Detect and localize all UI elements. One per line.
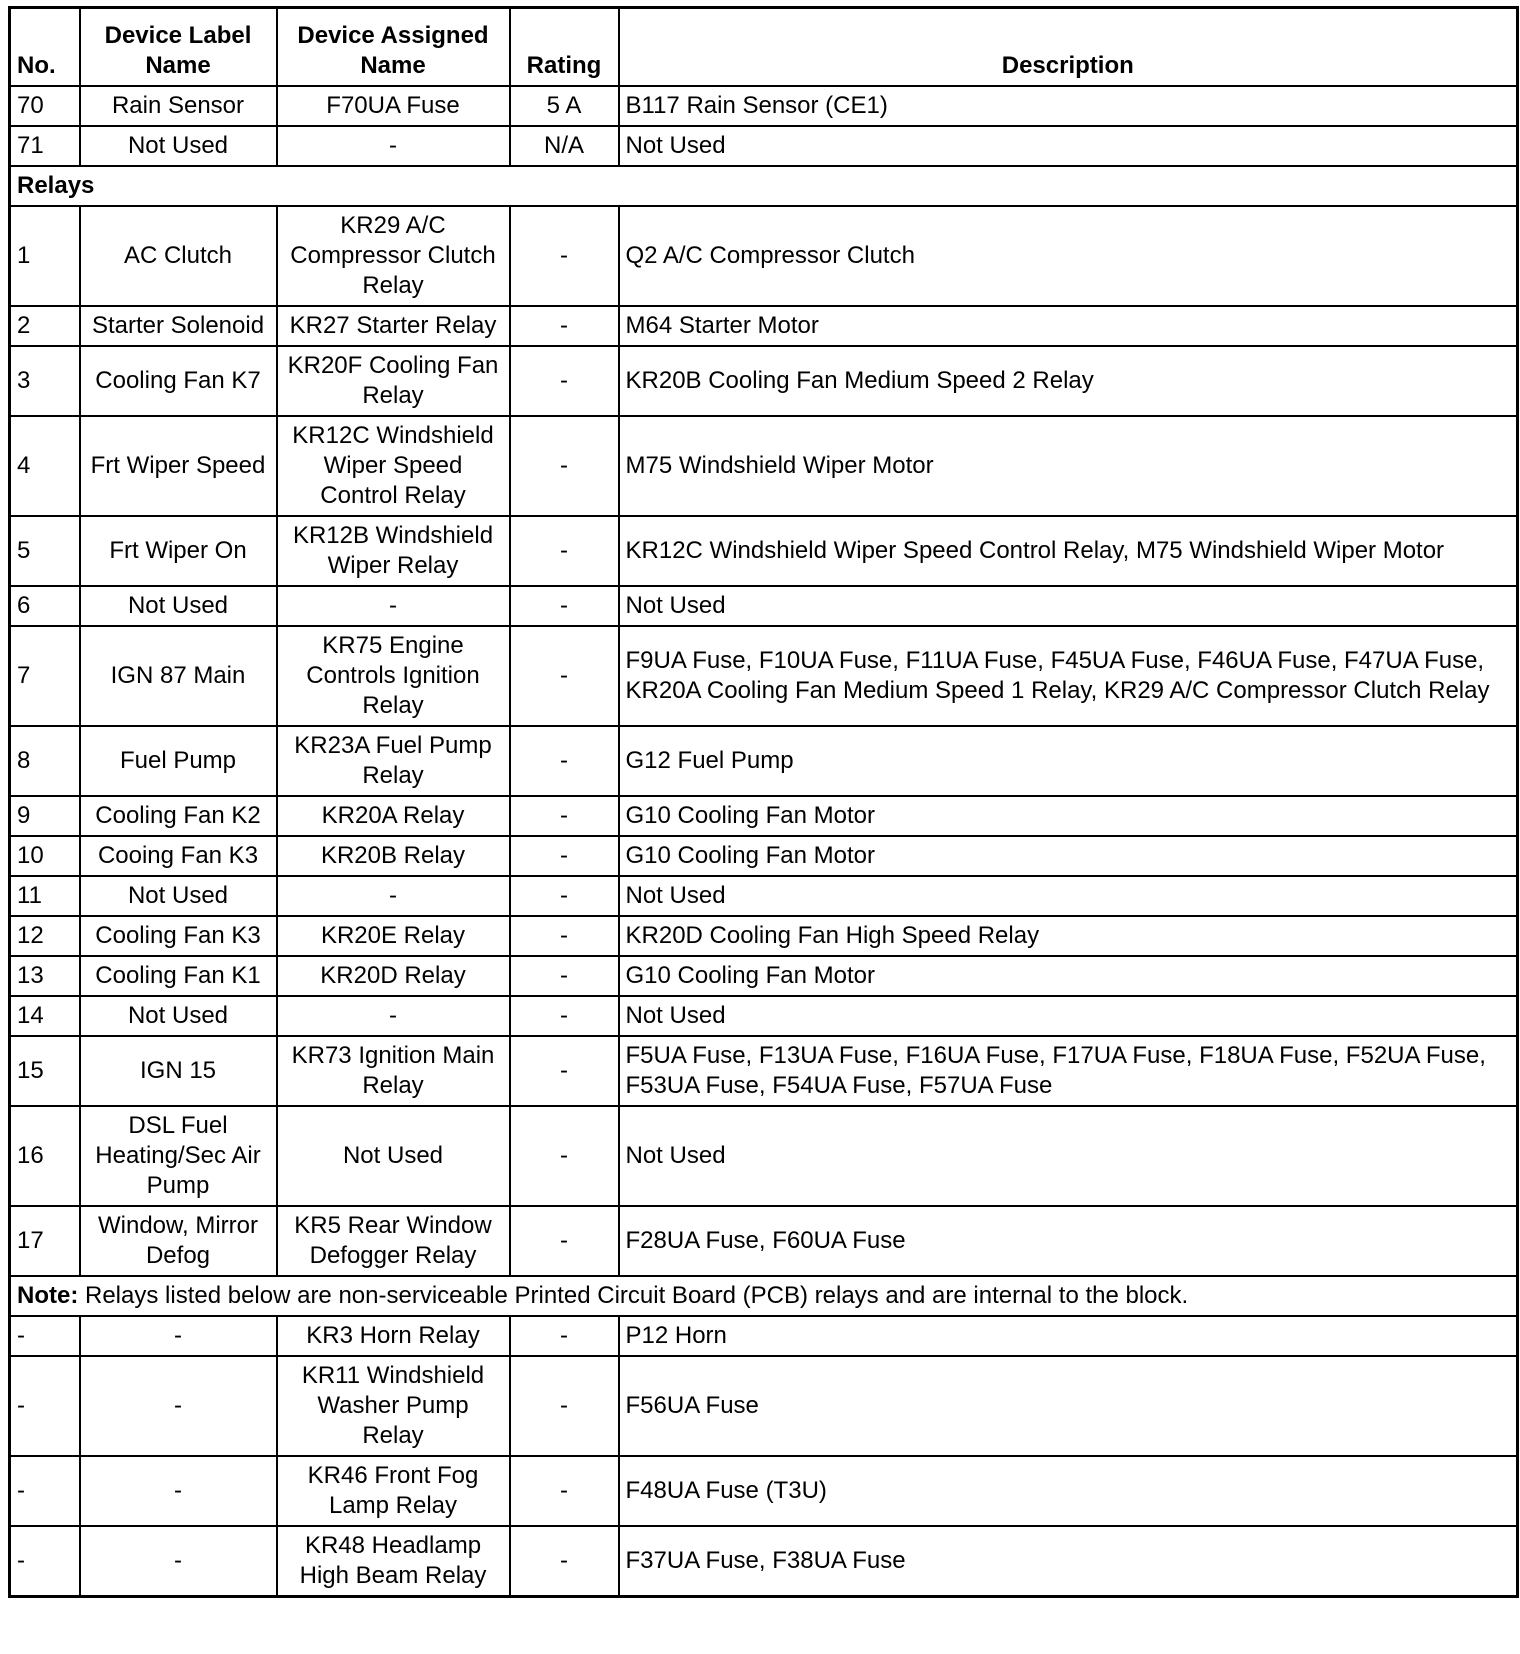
cell-device-assigned-name: KR29 A/C Compressor Clutch Relay — [277, 206, 510, 306]
cell-rating: - — [510, 586, 619, 626]
fuse-relay-table — [8, 6, 1519, 1598]
table-row — [10, 306, 1518, 346]
table-row — [10, 516, 1518, 586]
cell-device-label-name: IGN 87 Main — [80, 626, 277, 726]
cell-no: 71 — [10, 126, 80, 166]
cell-no: 16 — [10, 1106, 80, 1206]
cell-device-assigned-name: KR20A Relay — [277, 796, 510, 836]
cell-device-assigned-name: F70UA Fuse — [277, 86, 510, 126]
table-row — [10, 86, 1518, 126]
cell-device-label-name: IGN 15 — [80, 1036, 277, 1106]
cell-no: 9 — [10, 796, 80, 836]
cell-rating: - — [510, 916, 619, 956]
note-section — [10, 1276, 1518, 1316]
cell-no: 2 — [10, 306, 80, 346]
table-row — [10, 916, 1518, 956]
cell-device-assigned-name: - — [277, 586, 510, 626]
cell-device-label-name: - — [80, 1316, 277, 1356]
cell-no: - — [10, 1456, 80, 1526]
cell-description: KR20B Cooling Fan Medium Speed 2 Relay — [619, 346, 1518, 416]
cell-rating: - — [510, 1316, 619, 1356]
cell-rating: - — [510, 836, 619, 876]
cell-no: 17 — [10, 1206, 80, 1276]
table-row — [10, 586, 1518, 626]
cell-no: 12 — [10, 916, 80, 956]
table-row — [10, 836, 1518, 876]
cell-no: 15 — [10, 1036, 80, 1106]
table-row — [10, 726, 1518, 796]
cell-device-label-name: Fuel Pump — [80, 726, 277, 796]
table-row — [10, 956, 1518, 996]
cell-device-assigned-name: KR12B Windshield Wiper Relay — [277, 516, 510, 586]
cell-rating: - — [510, 346, 619, 416]
table-row — [10, 346, 1518, 416]
table-row — [10, 1036, 1518, 1106]
cell-device-assigned-name: KR23A Fuel Pump Relay — [277, 726, 510, 796]
cell-description: F48UA Fuse (T3U) — [619, 1456, 1518, 1526]
cell-device-assigned-name: KR20B Relay — [277, 836, 510, 876]
cell-device-label-name: Not Used — [80, 586, 277, 626]
cell-device-label-name: DSL Fuel Heating/Sec Air Pump — [80, 1106, 277, 1206]
cell-device-label-name: Cooling Fan K3 — [80, 916, 277, 956]
cell-no: 5 — [10, 516, 80, 586]
fuse-relay-table-page — [8, 6, 1516, 1598]
cell-description: G10 Cooling Fan Motor — [619, 836, 1518, 876]
header-device-assigned-name: Device Assigned Name — [277, 8, 510, 87]
cell-rating: - — [510, 626, 619, 726]
cell-device-label-name: - — [80, 1356, 277, 1456]
cell-rating: - — [510, 1106, 619, 1206]
header-device-label-name: Device Label Name — [80, 8, 277, 87]
header-description: Description — [619, 8, 1518, 87]
cell-device-assigned-name: - — [277, 996, 510, 1036]
cell-rating: - — [510, 796, 619, 836]
cell-description: Q2 A/C Compressor Clutch — [619, 206, 1518, 306]
cell-device-label-name: Frt Wiper Speed — [80, 416, 277, 516]
cell-device-assigned-name: KR48 Headlamp High Beam Relay — [277, 1526, 510, 1597]
cell-device-assigned-name: KR20F Cooling Fan Relay — [277, 346, 510, 416]
cell-device-label-name: Starter Solenoid — [80, 306, 277, 346]
relays-section — [10, 166, 1518, 206]
cell-device-label-name: Cooling Fan K2 — [80, 796, 277, 836]
cell-no: 11 — [10, 876, 80, 916]
relay-rows — [10, 206, 1518, 1276]
cell-rating: - — [510, 956, 619, 996]
cell-no: 10 — [10, 836, 80, 876]
cell-no: 13 — [10, 956, 80, 996]
table-row — [10, 126, 1518, 166]
cell-device-label-name: Not Used — [80, 876, 277, 916]
cell-description: F37UA Fuse, F38UA Fuse — [619, 1526, 1518, 1597]
table-row — [10, 1206, 1518, 1276]
cell-device-assigned-name: KR5 Rear Window Defogger Relay — [277, 1206, 510, 1276]
table-row — [10, 1526, 1518, 1597]
cell-rating: - — [510, 1206, 619, 1276]
cell-description: F9UA Fuse, F10UA Fuse, F11UA Fuse, F45UA Fuse, F46UA Fuse, F47UA Fuse, KR20A Cooling Fan Medium Speed 1 Relay, KR29 A/C Compressor Clutch Relay — [619, 626, 1518, 726]
cell-device-assigned-name: KR11 Windshield Washer Pump Relay — [277, 1356, 510, 1456]
pcb-relay-rows — [10, 1316, 1518, 1597]
cell-description: B117 Rain Sensor (CE1) — [619, 86, 1518, 126]
cell-no: 1 — [10, 206, 80, 306]
note-label: Note: — [17, 1282, 79, 1309]
cell-device-assigned-name: KR3 Horn Relay — [277, 1316, 510, 1356]
cell-description: M75 Windshield Wiper Motor — [619, 416, 1518, 516]
cell-rating: - — [510, 516, 619, 586]
cell-rating: - — [510, 206, 619, 306]
cell-no: 70 — [10, 86, 80, 126]
cell-description: M64 Starter Motor — [619, 306, 1518, 346]
cell-description: Not Used — [619, 1106, 1518, 1206]
cell-description: G12 Fuel Pump — [619, 726, 1518, 796]
cell-no: - — [10, 1316, 80, 1356]
cell-rating: - — [510, 1526, 619, 1597]
cell-rating: - — [510, 1456, 619, 1526]
cell-device-assigned-name: KR73 Ignition Main Relay — [277, 1036, 510, 1106]
cell-rating: - — [510, 876, 619, 916]
cell-description: F28UA Fuse, F60UA Fuse — [619, 1206, 1518, 1276]
fuse-rows — [10, 86, 1518, 166]
cell-rating: - — [510, 1036, 619, 1106]
note-row — [10, 1276, 1518, 1316]
table-row — [10, 1106, 1518, 1206]
cell-device-label-name: Cooling Fan K1 — [80, 956, 277, 996]
cell-no: 7 — [10, 626, 80, 726]
note-cell — [10, 1276, 1518, 1316]
cell-device-assigned-name: KR20D Relay — [277, 956, 510, 996]
cell-device-assigned-name: KR12C Windshield Wiper Speed Control Relay — [277, 416, 510, 516]
cell-rating: 5 A — [510, 86, 619, 126]
cell-device-label-name: Not Used — [80, 126, 277, 166]
cell-device-label-name: - — [80, 1456, 277, 1526]
table-row — [10, 626, 1518, 726]
table-row — [10, 206, 1518, 306]
cell-description: G10 Cooling Fan Motor — [619, 796, 1518, 836]
cell-device-label-name: Frt Wiper On — [80, 516, 277, 586]
cell-rating: - — [510, 416, 619, 516]
cell-device-assigned-name: - — [277, 876, 510, 916]
cell-no: 14 — [10, 996, 80, 1036]
cell-device-assigned-name: KR46 Front Fog Lamp Relay — [277, 1456, 510, 1526]
cell-device-label-name: Cooling Fan K7 — [80, 346, 277, 416]
cell-device-assigned-name: Not Used — [277, 1106, 510, 1206]
cell-device-label-name: - — [80, 1526, 277, 1597]
cell-rating: - — [510, 996, 619, 1036]
cell-device-label-name: AC Clutch — [80, 206, 277, 306]
cell-device-assigned-name: KR27 Starter Relay — [277, 306, 510, 346]
cell-device-label-name: Cooing Fan K3 — [80, 836, 277, 876]
table-row — [10, 796, 1518, 836]
cell-device-assigned-name: KR20E Relay — [277, 916, 510, 956]
cell-description: P12 Horn — [619, 1316, 1518, 1356]
cell-no: 8 — [10, 726, 80, 796]
cell-description: F56UA Fuse — [619, 1356, 1518, 1456]
table-row — [10, 1356, 1518, 1456]
cell-description: Not Used — [619, 126, 1518, 166]
cell-no: 6 — [10, 586, 80, 626]
cell-description: KR12C Windshield Wiper Speed Control Relay, M75 Windshield Wiper Motor — [619, 516, 1518, 586]
note-text: Relays listed below are non-serviceable Printed Circuit Board (PCB) relays and are internal to the block. — [78, 1282, 1189, 1309]
cell-description: Not Used — [619, 586, 1518, 626]
cell-no: 4 — [10, 416, 80, 516]
section-row — [10, 166, 1518, 206]
cell-no: 3 — [10, 346, 80, 416]
header-no: No. — [10, 8, 80, 87]
table-row — [10, 1456, 1518, 1526]
cell-rating: - — [510, 1356, 619, 1456]
cell-description: Not Used — [619, 996, 1518, 1036]
cell-device-label-name: Window, Mirror Defog — [80, 1206, 277, 1276]
table-row — [10, 996, 1518, 1036]
cell-device-assigned-name: - — [277, 126, 510, 166]
cell-device-label-name: Not Used — [80, 996, 277, 1036]
cell-device-assigned-name: KR75 Engine Controls Ignition Relay — [277, 626, 510, 726]
cell-no: - — [10, 1526, 80, 1597]
cell-rating: N/A — [510, 126, 619, 166]
cell-rating: - — [510, 306, 619, 346]
cell-description: KR20D Cooling Fan High Speed Relay — [619, 916, 1518, 956]
table-row — [10, 876, 1518, 916]
cell-no: - — [10, 1356, 80, 1456]
cell-description: F5UA Fuse, F13UA Fuse, F16UA Fuse, F17UA Fuse, F18UA Fuse, F52UA Fuse, F53UA Fuse, F54UA Fuse, F57UA Fuse — [619, 1036, 1518, 1106]
relays-section-title: Relays — [10, 166, 1518, 206]
table-header-row — [10, 8, 1518, 87]
cell-description: G10 Cooling Fan Motor — [619, 956, 1518, 996]
table-row — [10, 1316, 1518, 1356]
cell-device-label-name: Rain Sensor — [80, 86, 277, 126]
cell-description: Not Used — [619, 876, 1518, 916]
header-rating: Rating — [510, 8, 619, 87]
cell-rating: - — [510, 726, 619, 796]
table-row — [10, 416, 1518, 516]
